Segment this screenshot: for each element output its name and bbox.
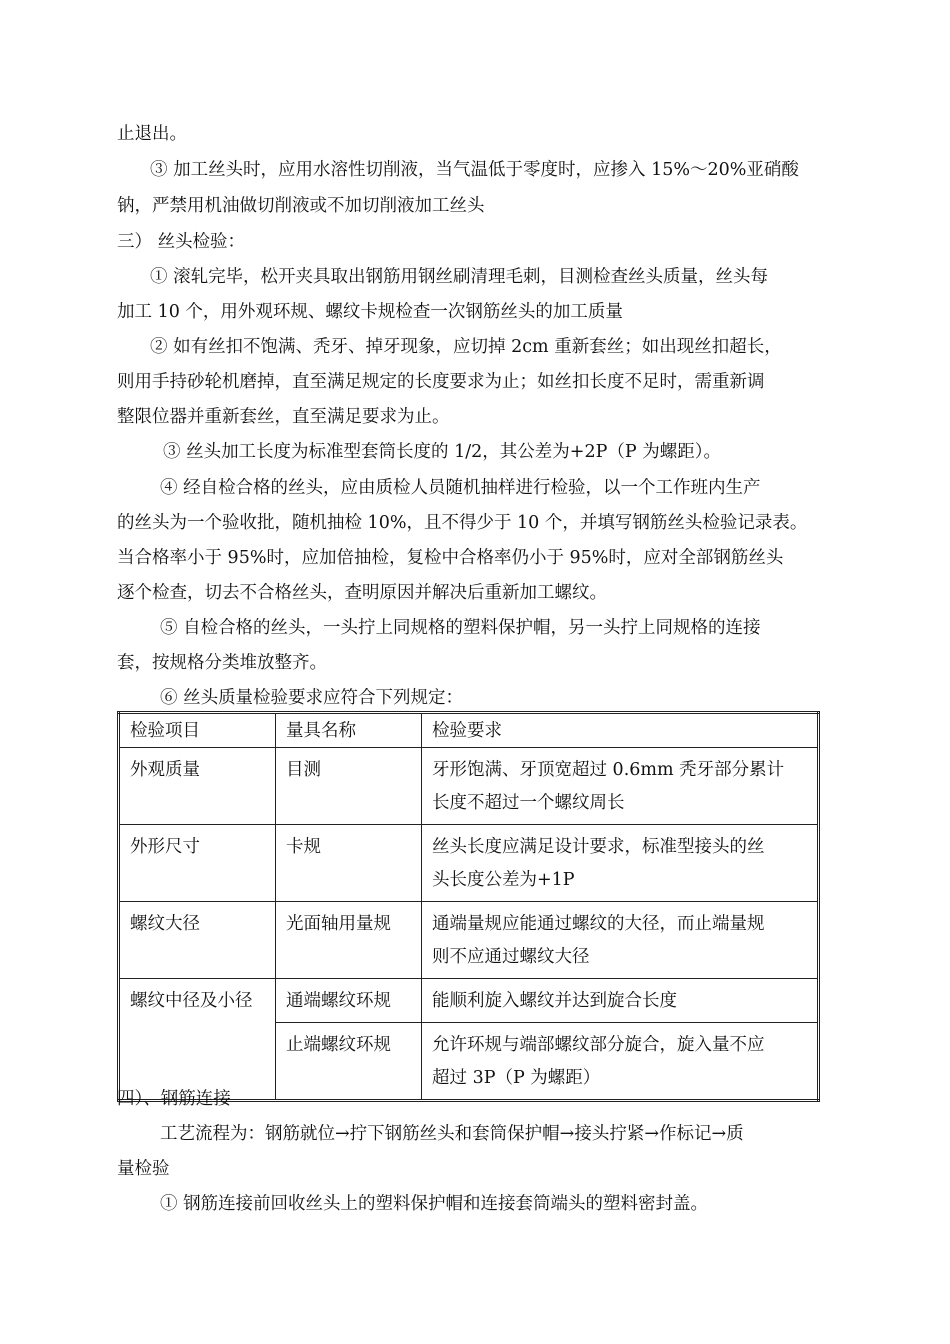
requirement-line: 头长度公差为+1P bbox=[432, 870, 575, 890]
requirement-line: 丝头长度应满足设计要求，标准型接头的丝 bbox=[432, 837, 765, 857]
inspection-table bbox=[117, 711, 820, 1102]
gauge-name-cell: 止端螺纹环规 bbox=[276, 1023, 422, 1101]
inspection-item-cell: 螺纹中径及小径 bbox=[119, 979, 276, 1101]
text-line: ① 滚轧完毕，松开夹具取出钢筋用钢丝刷清理毛刺，目测检查丝头质量，丝头每 bbox=[150, 267, 769, 287]
gauge-name-cell: 通端螺纹环规 bbox=[276, 979, 422, 1023]
gauge-name-cell: 光面轴用量规 bbox=[276, 902, 422, 979]
section-heading: 四）、钢筋连接 bbox=[117, 1089, 231, 1109]
requirement-line: 能顺利旋入螺纹并达到旋合长度 bbox=[432, 991, 677, 1011]
text-line: 套，按规格分类堆放整齐。 bbox=[117, 653, 327, 673]
table-row bbox=[119, 748, 819, 825]
text-line: ③ 丝头加工长度为标准型套筒长度的 1/2，其公差为+2P（P 为螺距）。 bbox=[163, 442, 721, 462]
table-row bbox=[119, 979, 819, 1023]
text-line: 加工 10 个，用外观环规、螺纹卡规检查一次钢筋丝头的加工质量 bbox=[117, 302, 623, 322]
table-row bbox=[119, 825, 819, 902]
table-header-cell: 量具名称 bbox=[276, 713, 422, 748]
table-header-cell: 检验要求 bbox=[422, 713, 819, 748]
text-line: ④ 经自检合格的丝头，应由质检人员随机抽样进行检验，以一个工作班内生产 bbox=[160, 478, 761, 498]
requirement-line: 通端量规应能通过螺纹的大径，而止端量规 bbox=[432, 914, 765, 934]
requirement-line: 牙形饱满、牙顶宽超过 0.6mm 秃牙部分累计 bbox=[432, 760, 785, 780]
text-line: ③ 加工丝头时，应用水溶性切削液，当气温低于零度时，应掺入 15%～20%亚硝酸 bbox=[150, 160, 799, 180]
inspection-item-cell: 外观质量 bbox=[119, 748, 276, 825]
text-line: 止退出。 bbox=[117, 124, 187, 144]
text-line: 工艺流程为：钢筋就位→拧下钢筋丝头和套筒保护帽→接头拧紧→作标记→质 bbox=[160, 1124, 744, 1144]
text-line: 的丝头为一个验收批，随机抽检 10%，且不得少于 10 个，并填写钢筋丝头检验记录表。 bbox=[117, 513, 808, 533]
table-row bbox=[119, 902, 819, 979]
requirement-cell bbox=[422, 748, 819, 825]
text-line: ⑤ 自检合格的丝头，一头拧上同规格的塑料保护帽，另一头拧上同规格的连接 bbox=[160, 618, 761, 638]
requirement-line: 允许环规与端部螺纹部分旋合，旋入量不应 bbox=[432, 1035, 765, 1055]
requirement-line: 超过 3P（P 为螺距） bbox=[432, 1068, 601, 1088]
text-line: ⑥ 丝头质量检验要求应符合下列规定： bbox=[160, 688, 464, 708]
gauge-name-cell: 目测 bbox=[276, 748, 422, 825]
requirement-cell bbox=[422, 1023, 819, 1101]
text-line: 则用手持砂轮机磨掉，直至满足规定的长度要求为止；如丝扣长度不足时，需重新调 bbox=[117, 372, 765, 392]
table-header-cell: 检验项目 bbox=[119, 713, 276, 748]
text-line: ② 如有丝扣不饱满、秃牙、掉牙现象，应切掉 2cm 重新套丝；如出现丝扣超长， bbox=[150, 337, 782, 357]
text-line: 量检验 bbox=[117, 1159, 170, 1179]
requirement-line: 长度不超过一个螺纹周长 bbox=[432, 793, 625, 813]
requirement-cell bbox=[422, 902, 819, 979]
requirement-line: 则不应通过螺纹大径 bbox=[432, 947, 590, 967]
requirement-cell bbox=[422, 825, 819, 902]
text-line: 钠，严禁用机油做切削液或不加切削液加工丝头 bbox=[117, 196, 485, 216]
inspection-item-cell: 外形尺寸 bbox=[119, 825, 276, 902]
inspection-item-cell: 螺纹大径 bbox=[119, 902, 276, 979]
text-line: 逐个检查，切去不合格丝头，查明原因并解决后重新加工螺纹。 bbox=[117, 583, 607, 603]
requirement-cell bbox=[422, 979, 819, 1023]
text-line: ① 钢筋连接前回收丝头上的塑料保护帽和连接套筒端头的塑料密封盖。 bbox=[160, 1194, 709, 1214]
text-line: 当合格率小于 95%时，应加倍抽检，复检中合格率仍小于 95%时，应对全部钢筋丝头 bbox=[117, 548, 784, 568]
gauge-name-cell: 卡规 bbox=[276, 825, 422, 902]
text-line: 整限位器并重新套丝，直至满足要求为止。 bbox=[117, 407, 450, 427]
section-heading: 三） 丝头检验： bbox=[117, 232, 246, 252]
table-header-row bbox=[119, 713, 819, 748]
